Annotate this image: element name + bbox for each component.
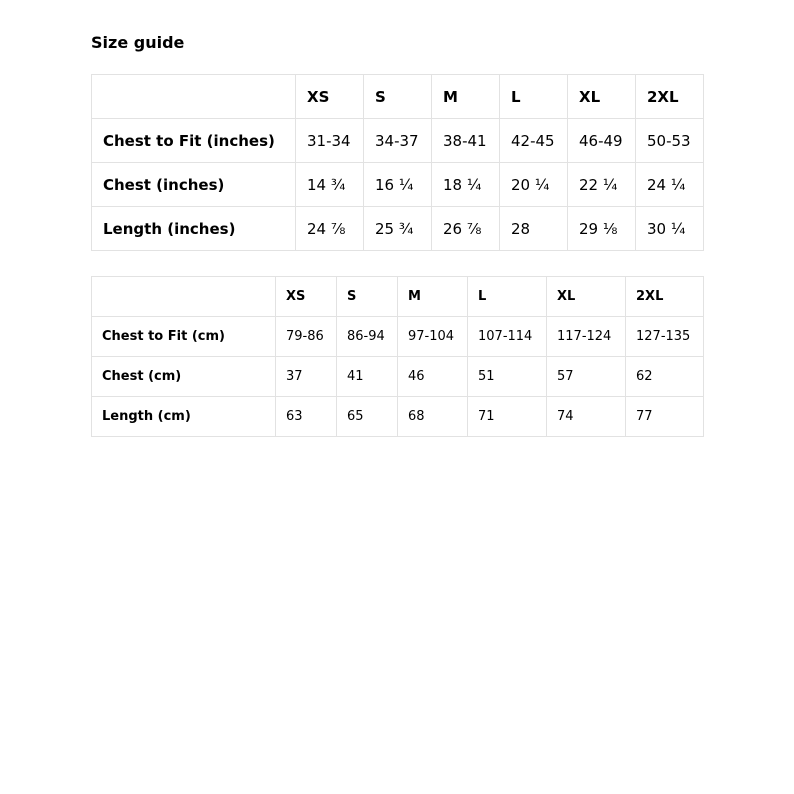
- table-cell: 63: [276, 397, 337, 437]
- table-cell: 18 ¼: [432, 163, 500, 207]
- table-row: [92, 357, 704, 397]
- table-cell: 77: [626, 397, 704, 437]
- header-cell: S: [364, 75, 432, 119]
- row-label: Chest to Fit (cm): [92, 317, 276, 357]
- table-row: [92, 119, 704, 163]
- table-cell: 24 ⅞: [296, 207, 364, 251]
- table-cell: 34-37: [364, 119, 432, 163]
- table-cell: 38-41: [432, 119, 500, 163]
- table-cell: 74: [547, 397, 626, 437]
- header-cell: S: [337, 277, 398, 317]
- table-cell: 28: [500, 207, 568, 251]
- size-table-inches: [91, 74, 704, 251]
- row-label: Length (inches): [92, 207, 296, 251]
- table-cell: 26 ⅞: [432, 207, 500, 251]
- table-row: [92, 207, 704, 251]
- table-cell: 117-124: [547, 317, 626, 357]
- table-cell: 46: [398, 357, 468, 397]
- header-cell: 2XL: [626, 277, 704, 317]
- table-cell: 107-114: [468, 317, 547, 357]
- table-cell: 62: [626, 357, 704, 397]
- header-cell: XL: [547, 277, 626, 317]
- table-cell: 25 ¾: [364, 207, 432, 251]
- row-label: Chest (inches): [92, 163, 296, 207]
- header-cell: XS: [296, 75, 364, 119]
- table-row: [92, 397, 704, 437]
- header-cell: [92, 75, 296, 119]
- table-cell: 97-104: [398, 317, 468, 357]
- table-cell: 71: [468, 397, 547, 437]
- table-header-row: [92, 75, 704, 119]
- row-label: Chest to Fit (inches): [92, 119, 296, 163]
- table-cell: 14 ¾: [296, 163, 364, 207]
- row-label: Chest (cm): [92, 357, 276, 397]
- table-cell: 42-45: [500, 119, 568, 163]
- header-cell: M: [398, 277, 468, 317]
- header-cell: 2XL: [636, 75, 704, 119]
- header-cell: M: [432, 75, 500, 119]
- size-table-cm: [91, 276, 704, 437]
- table-cell: 79-86: [276, 317, 337, 357]
- row-label: Length (cm): [92, 397, 276, 437]
- table-row: [92, 317, 704, 357]
- table-cell: 37: [276, 357, 337, 397]
- table-cell: 20 ¼: [500, 163, 568, 207]
- table-cell: 29 ⅛: [568, 207, 636, 251]
- table-cell: 30 ¼: [636, 207, 704, 251]
- table-cell: 127-135: [626, 317, 704, 357]
- table-row: [92, 163, 704, 207]
- table-cell: 31-34: [296, 119, 364, 163]
- table-cell: 65: [337, 397, 398, 437]
- header-cell: XS: [276, 277, 337, 317]
- header-cell: L: [500, 75, 568, 119]
- table-cell: 50-53: [636, 119, 704, 163]
- table-cell: 46-49: [568, 119, 636, 163]
- header-cell: [92, 277, 276, 317]
- table-cell: 22 ¼: [568, 163, 636, 207]
- table-header-row: [92, 277, 704, 317]
- table-cell: 41: [337, 357, 398, 397]
- table-cell: 24 ¼: [636, 163, 704, 207]
- page-title: Size guide: [91, 33, 185, 52]
- header-cell: XL: [568, 75, 636, 119]
- table-cell: 16 ¼: [364, 163, 432, 207]
- table-cell: 68: [398, 397, 468, 437]
- table-cell: 57: [547, 357, 626, 397]
- header-cell: L: [468, 277, 547, 317]
- table-cell: 86-94: [337, 317, 398, 357]
- table-cell: 51: [468, 357, 547, 397]
